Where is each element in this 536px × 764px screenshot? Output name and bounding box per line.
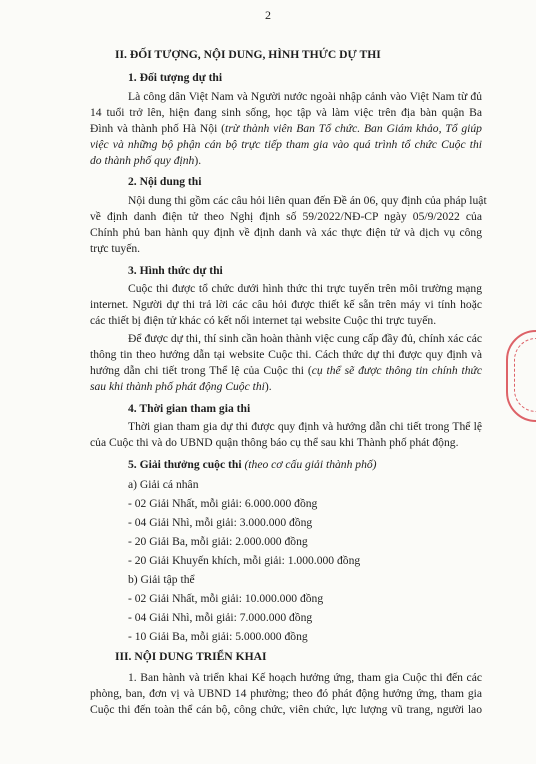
text-segment: Để được dự thi, thí sinh cần hoàn thành việc cung cấp đầy đủ, chính xác các xyxy=(128,332,482,345)
text-segment: Cuộc thi được tổ chức dưới hình thức thi trực tuyến trên môi trường mạng xyxy=(128,282,482,295)
text-segment: - 20 Giải Khuyến khích, mỗi giải: 1.000.000 đồng xyxy=(128,554,361,567)
text-segment: hướng dẫn chi tiết trong Thể lệ của Cuộc thi ( xyxy=(90,364,312,377)
text-line xyxy=(128,420,482,434)
text-line xyxy=(90,210,482,224)
text-line xyxy=(128,264,223,278)
text-line xyxy=(128,573,195,587)
text-line xyxy=(90,106,482,120)
text-line xyxy=(128,630,308,644)
text-line xyxy=(90,687,482,701)
text-segment: 3. Hình thức dự thi xyxy=(128,264,223,277)
text-line xyxy=(128,611,312,625)
text-segment: Cuộc thi đến toàn thể cán bộ, công chức, viên chức, lực lượng vũ trang, người lao xyxy=(90,703,482,716)
text-segment: - 20 Giải Ba, mỗi giải: 2.000.000 đồng xyxy=(128,535,308,548)
text-line xyxy=(115,48,381,62)
text-line xyxy=(128,282,482,296)
text-segment: 1. Ban hành và triển khai Kế hoạch hưởng ứng, tham gia Cuộc thi đến các xyxy=(128,671,482,684)
text-segment: Đình và thành phố Hà Nội ( xyxy=(90,122,225,135)
text-line xyxy=(90,122,482,136)
text-segment: 2. Nội dung thi xyxy=(128,175,202,188)
text-segment: 5. Giải thưởng cuộc thi xyxy=(128,458,242,471)
text-segment: II. ĐỐI TƯỢNG, NỘI DUNG, HÌNH THỨC DỰ THI xyxy=(115,48,381,61)
text-segment: cụ thể sẽ được thông tin chính thức xyxy=(311,364,482,377)
text-line xyxy=(128,535,308,549)
text-line xyxy=(90,242,140,256)
text-segment: các thiết bị điện tử khác có kết nối internet tại website Cuộc thi trực tuyến. xyxy=(90,314,437,327)
seal-inner-ring xyxy=(514,338,536,412)
text-segment: phòng, ban, đơn vị và UBND 14 phường; theo đó phát động hưởng ứng, tham gia xyxy=(90,687,482,700)
text-line xyxy=(90,138,482,152)
text-segment: internet. Người dự thi trả lời các câu hỏi được thiết kế sẵn trên máy vi tính hoặc xyxy=(90,298,482,311)
text-line xyxy=(128,71,222,85)
text-line xyxy=(128,458,377,472)
text-line xyxy=(115,650,267,664)
text-line xyxy=(90,436,458,450)
text-line xyxy=(128,592,323,606)
text-line xyxy=(90,703,482,717)
text-line xyxy=(128,175,201,189)
text-segment: a) Giải cá nhân xyxy=(128,478,199,491)
text-line xyxy=(90,380,272,394)
text-line xyxy=(90,226,482,240)
text-segment: của Cuộc thi và do UBND quận thông báo cụ thể sau khi Thành phố phát động. xyxy=(90,436,459,449)
text-segment: (theo cơ cấu giải thành phố) xyxy=(241,458,377,471)
text-segment: 1. Đối tượng dự thi xyxy=(128,71,223,84)
text-line xyxy=(128,516,312,530)
text-segment: ). xyxy=(264,380,272,393)
text-line xyxy=(128,332,482,346)
text-segment: việc và những bộ phận cán bộ trực tiếp tham gia vào quá trình tổ chức Cuộc thi xyxy=(90,138,482,151)
text-segment: Chính phủ ban hành quy định về định danh và xác thực điện tử và dịch vụ công xyxy=(90,226,482,239)
text-segment: Thời gian tham gia dự thi được quy định và hướng dẫn chi tiết trong Thể lệ xyxy=(128,420,482,433)
text-segment: trực tuyến. xyxy=(90,242,141,255)
text-segment: III. NỘI DUNG TRIỂN KHAI xyxy=(115,650,267,663)
text-segment: thông tin theo hướng dẫn tại website Cuộc thi. Cách thức dự thi được quy định và xyxy=(90,348,482,361)
text-segment: trừ thành viên Ban Tổ chức. Ban Giám khảo, Tổ giúp xyxy=(225,122,482,135)
red-seal-stamp xyxy=(506,330,536,422)
text-line xyxy=(90,364,482,378)
text-segment: ). xyxy=(194,154,202,167)
text-segment: b) Giải tập thể xyxy=(128,573,195,586)
text-segment: - 02 Giải Nhất, mỗi giải: 6.000.000 đồng xyxy=(128,497,318,510)
text-segment: - 10 Giải Ba, mỗi giải: 5.000.000 đồng xyxy=(128,630,308,643)
text-segment: Là công dân Việt Nam và Người nước ngoài nhập cảnh vào Việt Nam từ đủ xyxy=(128,90,482,103)
text-segment: 4. Thời gian tham gia thi xyxy=(128,402,251,415)
text-line xyxy=(90,298,482,312)
text-segment: - 04 Giải Nhì, mỗi giải: 7.000.000 đồng xyxy=(128,611,313,624)
text-line xyxy=(128,671,482,685)
text-line xyxy=(90,154,201,168)
text-segment: 14 tuổi trở lên, hiện đang sinh sống, học tập và làm việc trên địa bàn quận Ba xyxy=(90,106,482,119)
text-line xyxy=(128,554,360,568)
text-segment: - 02 Giải Nhất, mỗi giải: 10.000.000 đồng xyxy=(128,592,324,605)
text-segment: về định danh điện tử theo Nghị định số 59/2022/NĐ-CP ngày 05/9/2022 của xyxy=(90,210,482,223)
text-segment: - 04 Giải Nhì, mỗi giải: 3.000.000 đồng xyxy=(128,516,313,529)
text-segment: do thành phố quy định xyxy=(90,154,195,167)
text-segment: Nội dung thi gồm các câu hỏi liên quan đến Đề án 06, quy định của pháp luật xyxy=(128,194,487,207)
text-line xyxy=(128,402,250,416)
text-line xyxy=(128,478,199,492)
text-line xyxy=(128,497,317,511)
text-line xyxy=(128,194,487,208)
text-line xyxy=(90,314,436,328)
page-number: 2 xyxy=(265,8,271,22)
text-line xyxy=(128,90,482,104)
text-line xyxy=(90,348,482,362)
text-segment: sau khi thành phố phát động Cuộc thi xyxy=(90,380,265,393)
